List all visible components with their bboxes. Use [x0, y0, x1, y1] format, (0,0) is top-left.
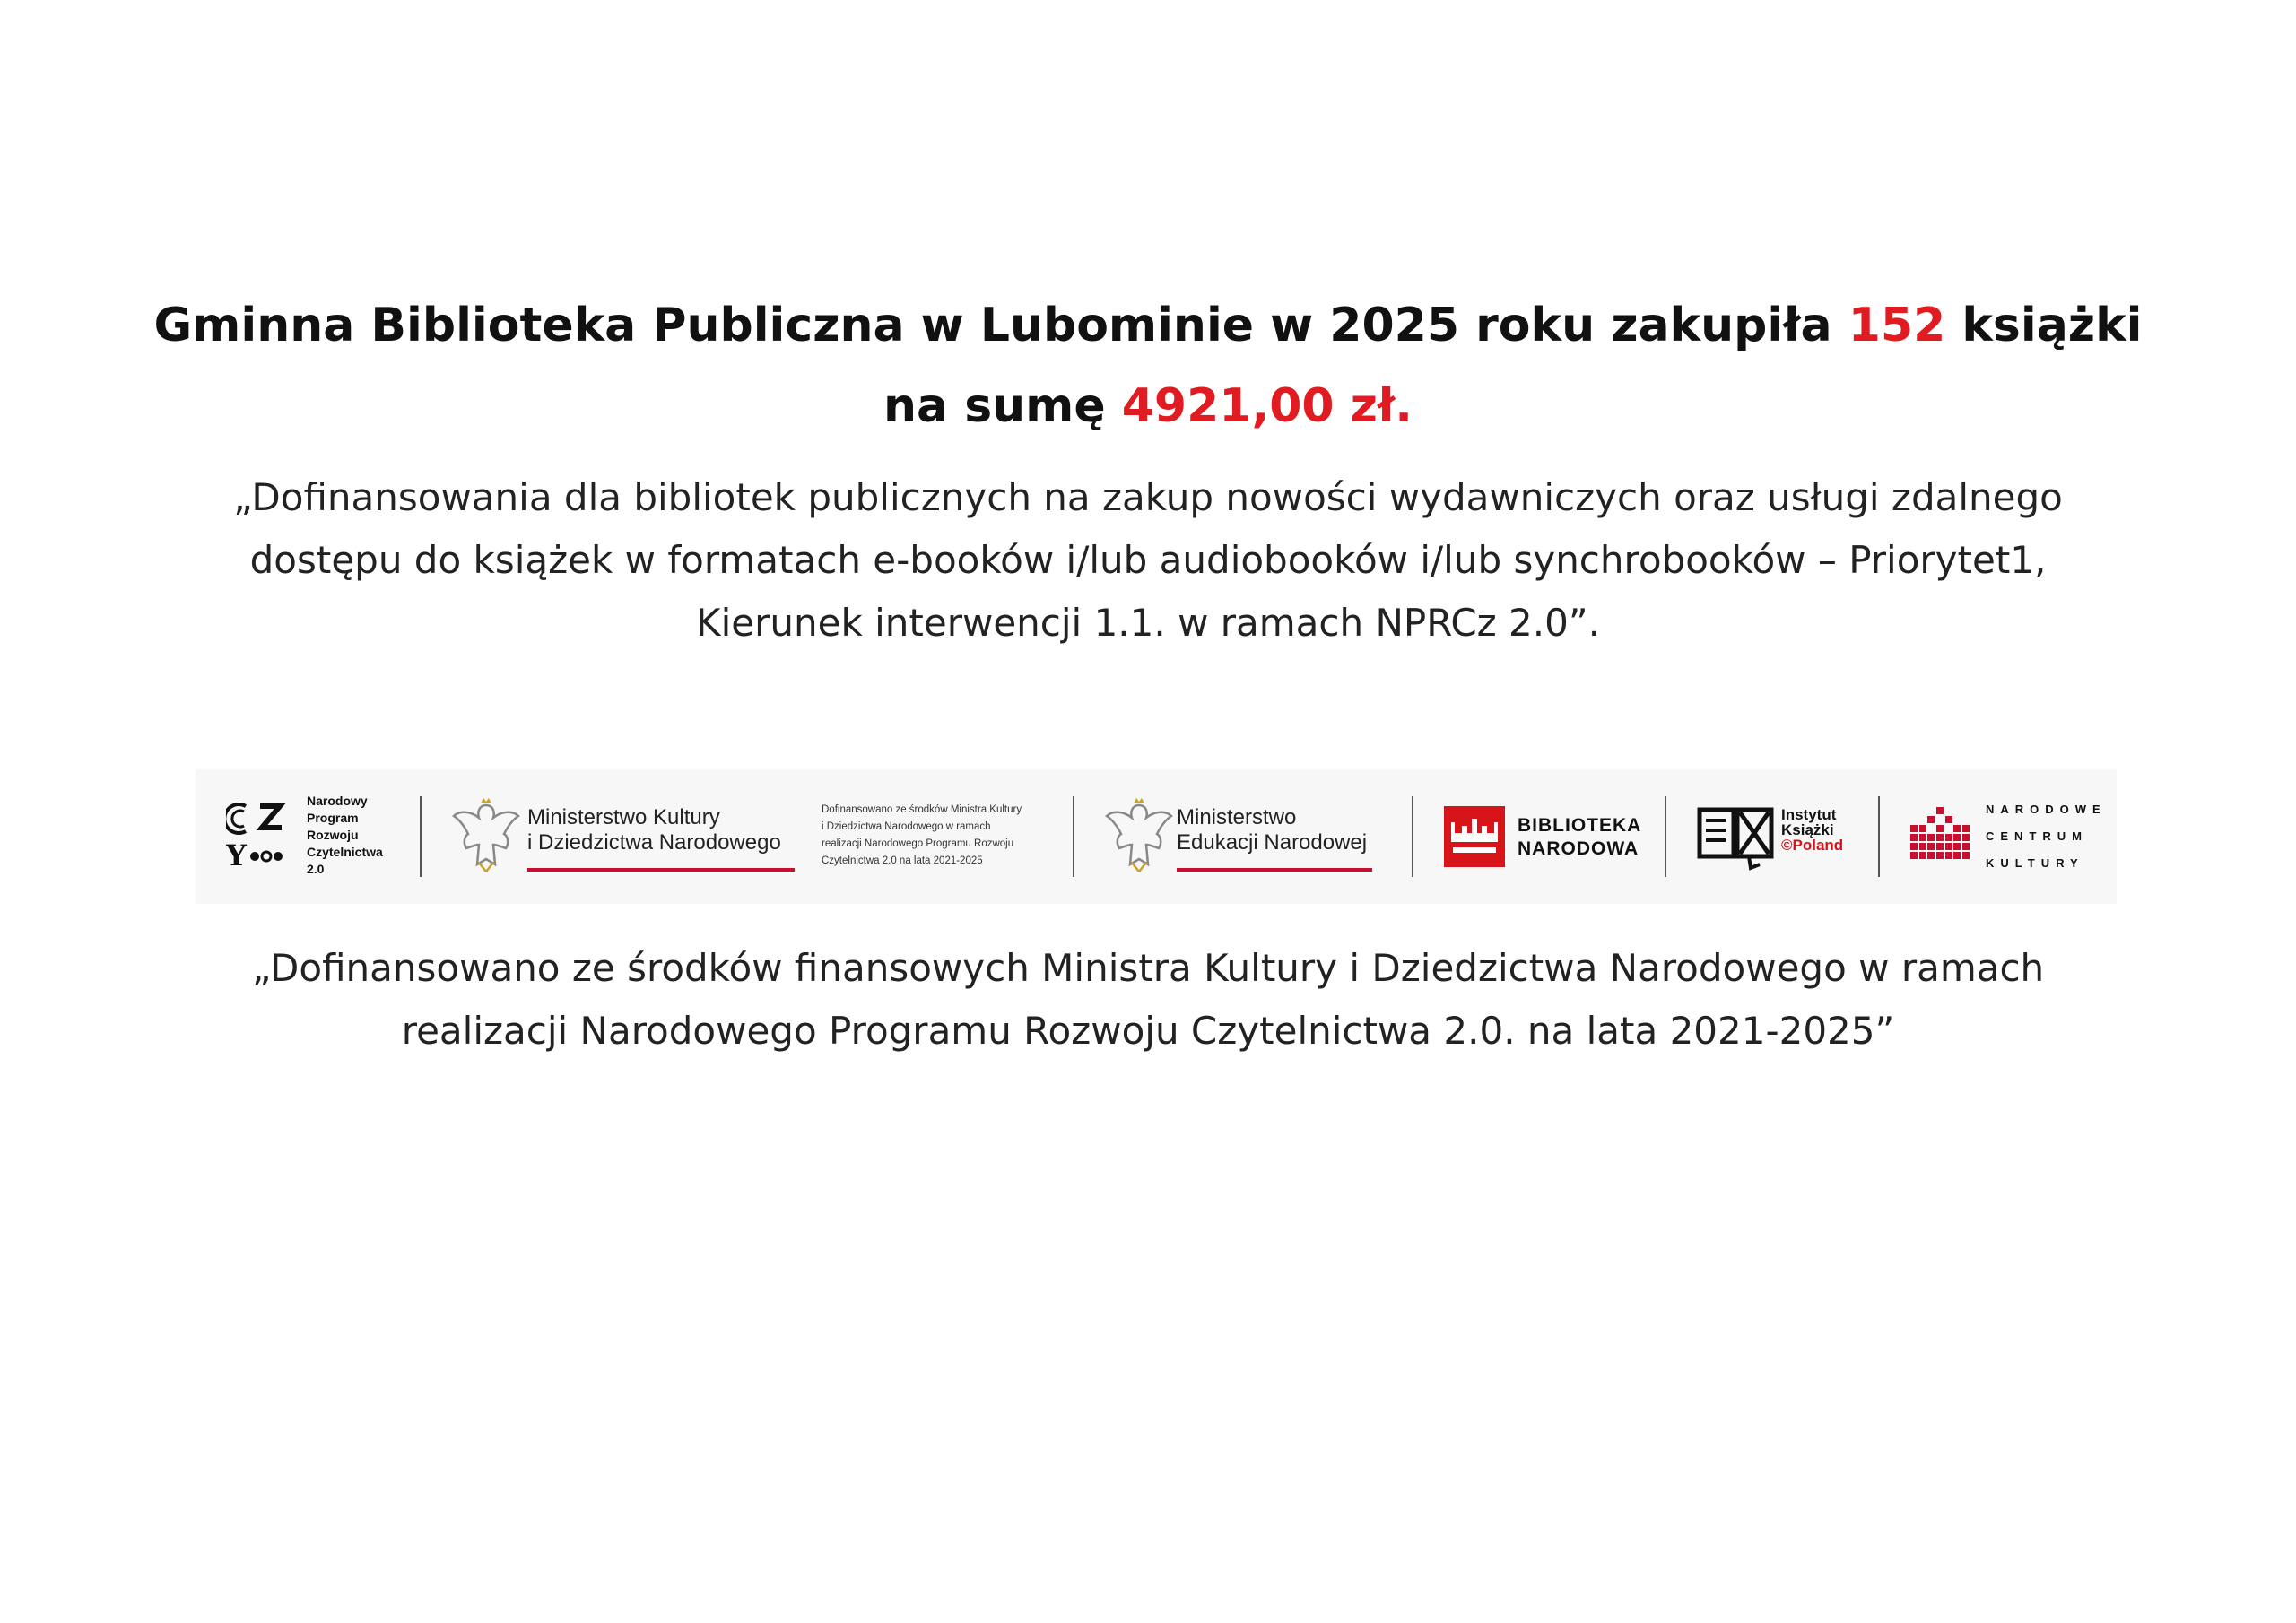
- logo-divider: [1412, 796, 1413, 877]
- book-count: 152: [1848, 299, 1946, 352]
- men-red-line: [1177, 868, 1372, 872]
- nprcz-label: Narodowy: [307, 794, 368, 808]
- program-description-line: „Dofinansowania dla bibliotek publicznych na zakup nowości wydawniczych oraz usługi zdalnego: [233, 475, 2063, 519]
- funding-statement-line: „Dofinansowano ze środków finansowych Ministra Kultury i Dziedzictwa Narodowego w ramach: [251, 946, 2045, 990]
- logo-divider: [1878, 796, 1880, 877]
- instytut-ksiazki-logo: [1697, 769, 1876, 904]
- mkidn-logo: [452, 769, 811, 904]
- logo-divider: [1073, 796, 1074, 877]
- nprcz-label: Czytelnictwa: [307, 845, 383, 859]
- nck-label: NARODOWE: [1986, 803, 2107, 816]
- biblioteka-narodowa-logo: [1444, 769, 1650, 904]
- program-description-line: Kierunek interwencji 1.1. w ramach NPRCz 2.0”.: [696, 601, 1600, 645]
- mkidn-name: i Dziedzictwa Narodowego: [527, 830, 781, 855]
- funding-statement: [0, 937, 2296, 1063]
- svg-text:Y: Y: [226, 838, 247, 872]
- nprcz-mark-icon: [226, 801, 289, 872]
- logo-divider: [1665, 796, 1666, 877]
- nprcz-label: Rozwoju: [307, 828, 359, 842]
- funding-note-line: Czytelnictwa 2.0 na lata 2021-2025: [822, 855, 983, 866]
- ik-book-icon: [1697, 807, 1778, 872]
- bn-label: NARODOWA: [1518, 838, 1639, 859]
- headline-line-2: [0, 366, 2296, 447]
- ik-label: Instytut: [1781, 806, 1837, 823]
- program-description-line: dostępu do książek w formatach e-booków i/lub audiobooków i/lub synchrobooków – Priorytet1,: [249, 538, 2047, 582]
- men-name: Ministerstwo: [1177, 805, 1297, 829]
- funding-note: [822, 802, 1055, 870]
- nck-logo: [1910, 769, 2108, 904]
- bn-crown-icon: [1444, 806, 1505, 867]
- logo-divider: [420, 796, 422, 877]
- headline-text-2: książki: [1945, 299, 2143, 352]
- headline-line-1: [0, 285, 2296, 366]
- nprcz-logo: [226, 769, 405, 904]
- headline-text-1: Gminna Biblioteka Publiczna w Lubominie w 2025 roku zakupiła: [153, 299, 1848, 352]
- men-logo: [1105, 769, 1401, 904]
- funding-note-line: i Dziedzictwa Narodowego w ramach: [822, 821, 991, 832]
- ik-label: Książki: [1781, 821, 1834, 838]
- program-description: [0, 466, 2296, 655]
- funding-note-line: Dofinansowano ze środków Ministra Kultury: [822, 804, 1022, 815]
- funding-statement-line: realizacji Narodowego Programu Rozwoju Czytelnictwa 2.0. na lata 2021-2025”: [401, 1009, 1895, 1053]
- eagle-emblem-icon: [1105, 796, 1173, 872]
- sponsor-logo-bar: [196, 769, 2117, 904]
- men-name: Edukacji Narodowej: [1177, 830, 1368, 855]
- ik-label: ©Poland: [1781, 837, 1844, 854]
- nprcz-label: 2.0: [307, 862, 325, 876]
- eagle-emblem-icon: [452, 796, 520, 872]
- nck-label: KULTURY: [1986, 856, 2084, 870]
- bn-label: BIBLIOTEKA: [1518, 815, 1642, 836]
- headline-text-3: na sumę: [883, 379, 1122, 433]
- nck-crown-icon: [1910, 807, 1970, 866]
- mkidn-red-line: [527, 868, 795, 872]
- headline: [0, 285, 2296, 447]
- total-amount: 4921,00 zł.: [1121, 379, 1413, 433]
- funding-note-line: realizacji Narodowego Programu Rozwoju: [822, 838, 1014, 849]
- nck-label: CENTRUM: [1986, 829, 2088, 843]
- mkidn-name: Ministerstwo Kultury: [527, 805, 720, 829]
- nprcz-label: Program: [307, 811, 359, 825]
